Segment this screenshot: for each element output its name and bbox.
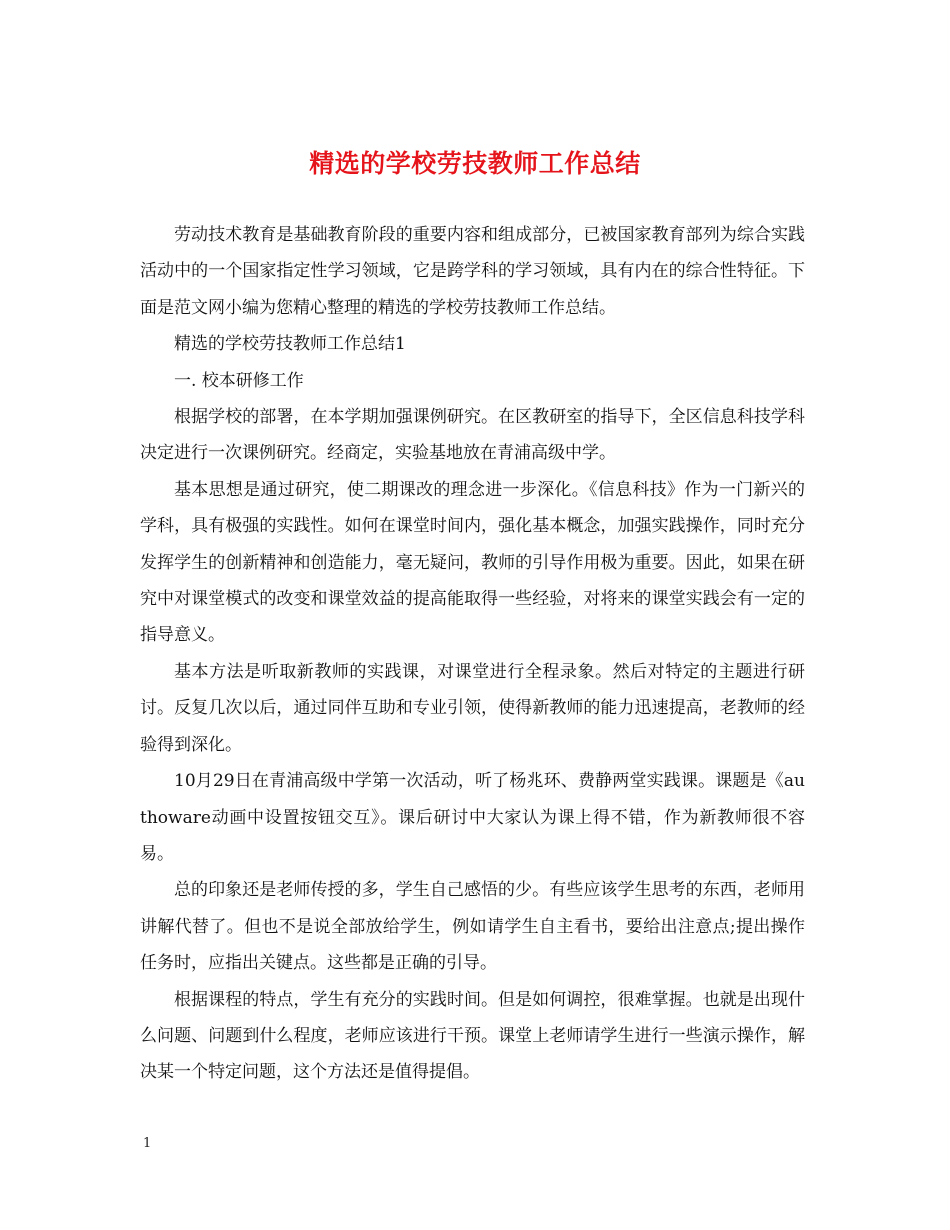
section-heading-school-research: 一. 校本研修工作 <box>174 370 304 391</box>
paragraph-first-activity: 10月29日在青浦高级中学第一次活动，听了杨兆环、费静两堂实践课。课题是《authoware动画中设置按钮交互》。课后研讨中大家认为课上得不错，作为新教师很不容易。 <box>140 771 805 864</box>
section-heading-summary-1: 精选的学校劳技教师工作总结1 <box>174 334 406 355</box>
paragraph-overall-impression: 总的印象还是老师传授的多，学生自己感悟的少。有些应该学生思考的东西，老师用讲解代替了。但也不是说全部放给学生，例如请学生自主看书，要给出注意点;提出操作任务时，应指出关键点。这些都是正确的引导。 <box>140 880 805 974</box>
document-body <box>140 217 805 1091</box>
paragraph-basic-idea: 基本思想是通过研究，使二期课改的理念进一步深化。《信息科技》作为一门新兴的学科，具有极强的实践性。如何在课堂时间内，强化基本概念，加强实践操作，同时充分发挥学生的创新精神和创造能力，毫无疑问，教师的引导作用极为重要。因此，如果在研究中对课堂模式的改变和课堂效益的提高能取得一些经验，对将来的课堂实践会有一定的指导意义。 <box>140 479 805 646</box>
paragraph-intro: 劳动技术教育是基础教育阶段的重要内容和组成部分，已被国家教育部列为综合实践活动中的一个国家指定性学习领域，它是跨学科的学习领域，具有内在的综合性特征。下面是范文网小编为您精心整理的精选的学校劳技教师工作总结。 <box>140 225 805 318</box>
document-title: 精选的学校劳技教师工作总结 <box>309 149 641 178</box>
paragraph-deployment: 根据学校的部署，在本学期加强课例研究。在区教研室的指导下，全区信息科技学科决定进行一次课例研究。经商定，实验基地放在青浦高级中学。 <box>140 407 805 464</box>
paragraph-basic-method: 基本方法是听取新教师的实践课，对课堂进行全程录象。然后对特定的主题进行研讨。反复几次以后，通过同伴互助和专业引领，使得新教师的能力迅速提高，老教师的经验得到深化。 <box>140 661 805 755</box>
page-number: 1 <box>143 1136 152 1151</box>
paragraph-course-features: 根据课程的特点，学生有充分的实践时间。但是如何调控，很难掌握。也就是出现什么问题、问题到什么程度，老师应该进行干预。课堂上老师请学生进行一些演示操作，解决某一个特定问题，这个方法还是值得提倡。 <box>140 989 805 1083</box>
